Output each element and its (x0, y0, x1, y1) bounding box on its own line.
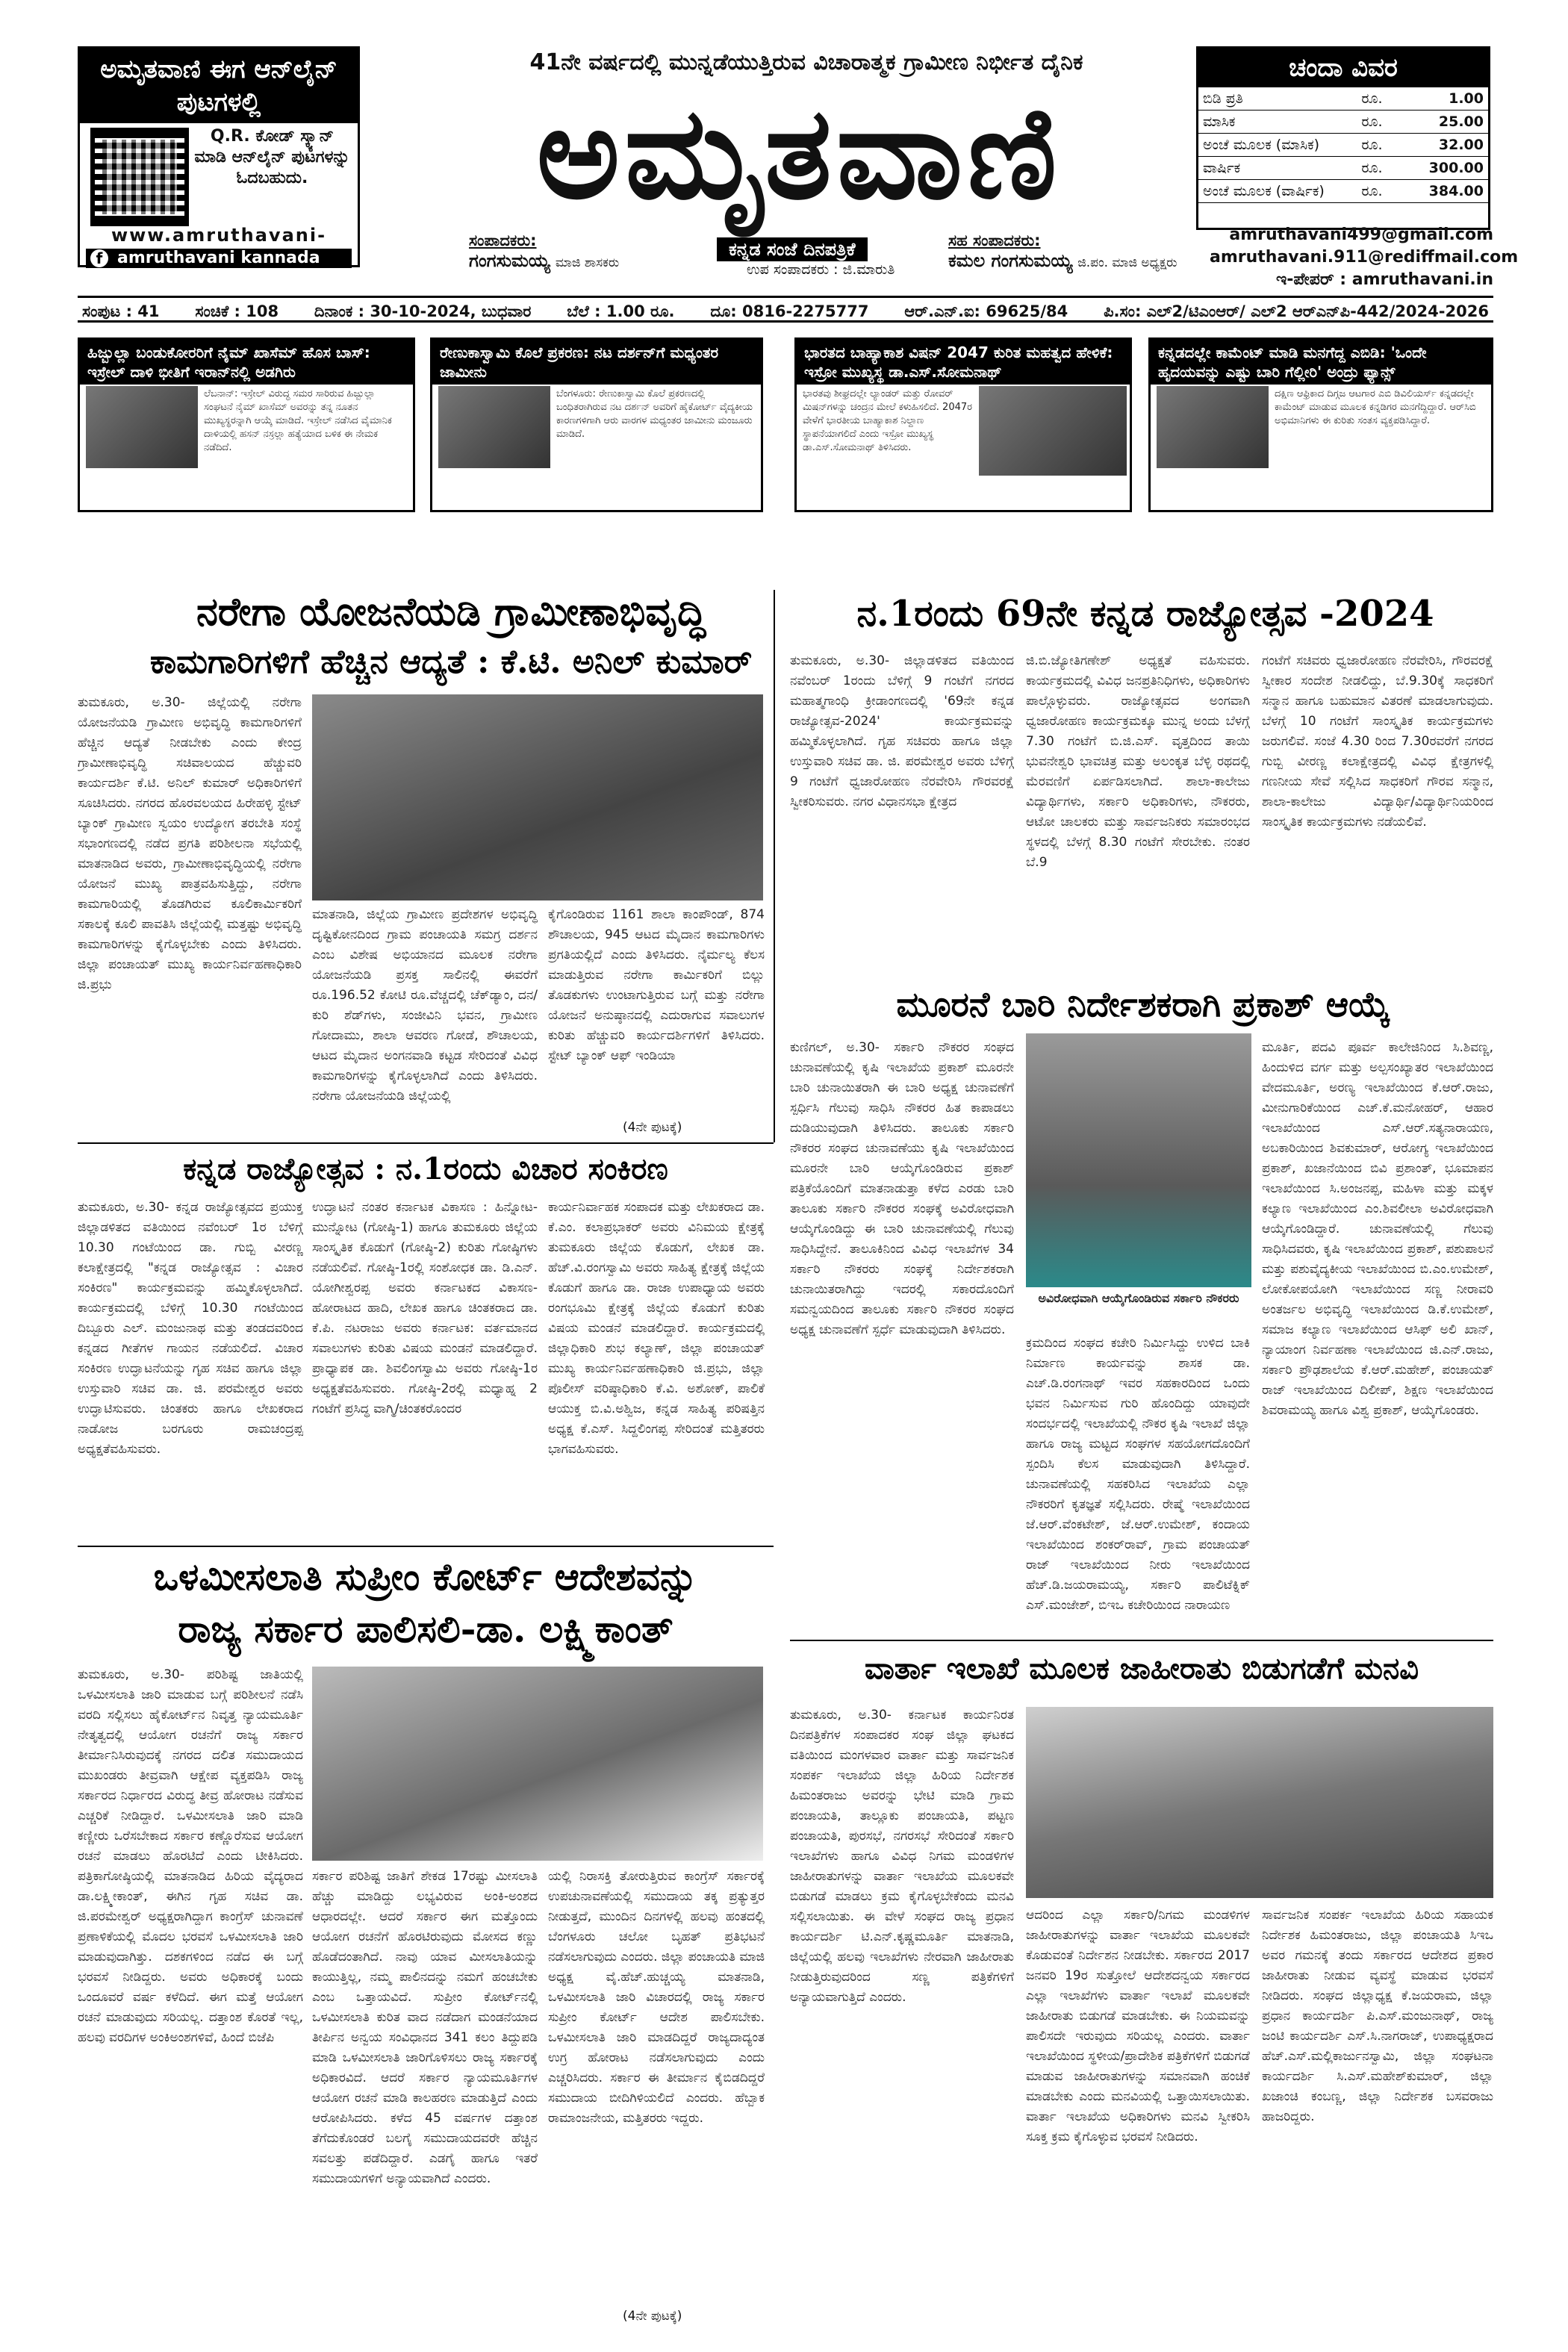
prakash-col1: ಕುಣಿಗಲ್, ಅ.30- ಸರ್ಕಾರಿ ನೌಕರರ ಸಂಘದ ಚುನಾವಣೆಯಲ್ಲಿ ಕೃಷಿ ಇಲಾಖೆಯ ಪ್ರಕಾಶ್ ಮೂರನೇ ಬಾರಿ ಚುನಾಯಿತರಾಗಿ ಈ ಬಾರಿ ಅಧ್ಯಕ್ಷ ಚುನಾವಣೆಗೆ ಸ್ಪರ್ಧಿಸಿ ಗೆಲುವು ಸಾಧಿಸಿ ನೌಕರರ ಹಿತ ಕಾಪಾಡಲು ದುಡಿಯುವುದಾಗಿ ತಿಳಿಸಿದರು. ತಾಲೂಕು ಸರ್ಕಾರಿ ನೌಕರರ ಸಂಘದ ಚುನಾವಣೆಯು ಕೃಷಿ ಇಲಾಖೆಯಿಂದ ಮೂರನೇ ಬಾರಿ ಆಯ್ಕೆಗೊಂಡಿರುವ ಪ್ರಕಾಶ್ ಪತ್ರಿಕೆಯೊಂದಿಗೆ ಮಾತನಾಡುತ್ತಾ ಕಳೆದ ಎರಡು ಬಾರಿ ತಾಲೂಕು ಸರ್ಕಾರಿ ನೌಕರರ ಸಂಘಕ್ಕೆ ಅವಿರೋಧವಾಗಿ ಆಯ್ಕೆಗೊಂಡಿದ್ದು ಈ ಬಾರಿ ಚುನಾವಣೆಯಲ್ಲಿ ಗೆಲುವು ಸಾಧಿಸಿದ್ದೇನೆ. ತಾಲೂಕಿನಿಂದ ವಿವಿಧ ಇಲಾಖೆಗಳ 34 ಸರ್ಕಾರಿ ನೌಕರರು ಸಂಘಕ್ಕೆ ನಿರ್ದೇಶಕರಾಗಿ ಚುನಾಯಿತರಾಗಿದ್ದು ಇದರಲ್ಲಿ ಸಕಾರದೊಂದಿಗೆ ಸಮನ್ವಯದಿಂದ ತಾಲೂಕು ಸರ್ಕಾರಿ ನೌಕರರ ಸಂಘದ ಅಧ್ಯಕ್ಷ ಚುನಾವಣೆಗೆ ಸ್ಪರ್ಧೆ ಮಾಡುವುದಾಗಿ ತಿಳಿಸಿದರು. (790, 1040, 1014, 1337)
subscription-value: 1.00 (1410, 87, 1488, 111)
appeal-col3: ಸಾರ್ವಜನಿಕ ಸಂಪರ್ಕ ಇಲಾಖೆಯ ಹಿರಿಯ ಸಹಾಯಕ ನಿರ್ದೇಶಕ ಹಿಮಂತರಾಜು, ಜಿಲ್ಲಾ ಪಂಚಾಯತಿ ಸಿಇಒ ಅವರ ಗಮನಕ್ಕೆ ತಂದು ಸರ್ಕಾರದ ಆದೇಶದ ಪ್ರಕಾರ ಜಾಹೀರಾತು ನೀಡುವ ವ್ಯವಸ್ಥೆ ಮಾಡುವ ಭರವಸೆ ನೀಡಿದರು. ಸಂಘದ ಜಿಲ್ಲಾಧ್ಯಕ್ಷ ಕೆ.ಜಯರಾಮ, ಜಿಲ್ಲಾ ಪ್ರಧಾನ ಕಾರ್ಯದರ್ಶಿ ಪಿ.ಎಸ್.ಮಂಜುನಾಥ್, ರಾಜ್ಯ ಜಂಟಿ ಕಾರ್ಯದರ್ಶಿ ಎಸ್.ಸಿ.ನಾಗರಾಜ್, ಉಪಾಧ್ಯಕ್ಷರಾದ ಹೆಚ್.ಎಸ್.ಮಲ್ಲಿಕಾರ್ಜುನಸ್ವಾಮಿ, ಜಿಲ್ಲಾ ಸಂಘಟನಾ ಕಾರ್ಯದರ್ಶಿ ಸಿ.ಎಸ್.ಮಹೇಶ್‌ಕುಮಾರ್, ಜಿಲ್ಲಾ ಖಜಾಂಚಿ ಕಂಬಣ್ಣ, ಜಿಲ್ಲಾ ನಿರ್ದೇಶಕ ಬಸವರಾಜು ಹಾಜರಿದ್ದರು. (1262, 1908, 1493, 2124)
coeditor-name: ಕಮಲ ಗಂಗಸುಮಯ್ಯ (948, 250, 1073, 271)
nrega-caption: ಮಾತನಾಡಿ, ಜಿಲ್ಲೆಯ ಗ್ರಾಮೀಣ ಪ್ರದೇಶಗಳ ಅಭಿವೃದ್ಧಿ ದೃಷ್ಟಿಕೋನದಿಂದ ಗ್ರಾಮ ಪಂಚಾಯತಿ ಸಮಗ್ರ ದರ್ಶನ ಎಂಬ ವಿಶೇಷ ಅಭಿಯಾನದ ಮೂಲಕ ನರೇಗಾ ಯೋಜನೆಯಡಿ ಪ್ರಸಕ್ತ ಸಾಲಿನಲ್ಲಿ ಈವರೆಗೆ ರೂ.196.52 ಕೋಟಿ ರೂ.ವೆಚ್ಚದಲ್ಲಿ ಚೆಕ್‌ಡ್ಯಾಂ, ದನ/ಕುರಿ ಶೆಡ್‌ಗಳು, ಸಂಜೀವಿನಿ ಭವನ, ಗ್ರಾಮೀಣ ಗೋದಾಮು, ಶಾಲಾ ಆವರಣ ಗೋಡೆ, ಶೌಚಾಲಯ, ಆಟದ ಮೈದಾನ ಅಂಗನವಾಡಿ ಕಟ್ಟಡ ಸೇರಿದಂತೆ ವಿವಿಧ ಕಾಮಗಾರಿಗಳನ್ನು ಕೈಗೊಳ್ಳಲಾಗಿದೆ ಎಂದು ತಿಳಿಸಿದರು. ನರೇಗಾ ಯೋಜನೆಯಡಿ ಜಿಲ್ಲೆಯಲ್ಲಿ (312, 907, 538, 1104)
subscription-label: ಬಿಡಿ ಪ್ರತಿ (1198, 87, 1357, 111)
subscription-row (1198, 134, 1488, 157)
seminar-col3: ಕಾರ್ಯನಿರ್ವಾಹಕ ಸಂಪಾದಕ ಮತ್ತು ಲೇಖಕರಾದ ಡಾ. ಕೆ.ಎಂ. ಕಲಾಪ್ರಭಾಕರ್ ಅವರು ವಿನಿಮಯ ಕ್ಷೇತ್ರಕ್ಕೆ ತುಮಕೂರು ಜಿಲ್ಲೆಯ ಕೊಡುಗೆ, ಲೇಖಕ ಡಾ. ಹೆಚ್.ವಿ.ರಂಗಸ್ವಾಮಿ ಅವರು ಸಾಹಿತ್ಯ ಕ್ಷೇತ್ರಕ್ಕೆ ಜಿಲ್ಲೆಯ ಕೊಡುಗೆ ಹಾಗೂ ಡಾ. ರಾಜಾ ಉಪಾಧ್ಯಾಯ ಅವರು ರಂಗಭೂಮಿ ಕ್ಷೇತ್ರಕ್ಕೆ ಜಿಲ್ಲೆಯ ಕೊಡುಗೆ ಕುರಿತು ವಿಷಯ ಮಂಡನೆ ಮಾಡಲಿದ್ದಾರೆ. ಕಾರ್ಯಕ್ರಮದಲ್ಲಿ ಜಿಲ್ಲಾಧಿಕಾರಿ ಶುಭ ಕಲ್ಯಾಣ್, ಜಿಲ್ಲಾ ಪಂಚಾಯತ್ ಮುಖ್ಯ ಕಾರ್ಯನಿರ್ವಹಣಾಧಿಕಾರಿ ಜಿ.ಪ್ರಭು, ಜಿಲ್ಲಾ ಪೊಲೀಸ್ ವರಿಷ್ಠಾಧಿಕಾರಿ ಕೆ.ವಿ. ಅಶೋಕ್, ಪಾಲಿಕೆ ಆಯುಕ್ತ ಬಿ.ವಿ.ಅಶ್ವಿಜ, ಕನ್ನಡ ಸಾಹಿತ್ಯ ಪರಿಷತ್ತಿನ ಅಧ್ಯಕ್ಷ ಕೆ.ಎಸ್. ಸಿದ್ದಲಿಂಗಪ್ಪ ಸೇರಿದಂತೆ ಮತ್ತಿತರರು ಭಾಗವಹಿಸುವರು. (548, 1200, 765, 1457)
rajyotsava-headline: ನ.1ರಂದು 69ನೇ ಕನ್ನಡ ರಾಜ್ಯೋತ್ಸವ -2024 (856, 593, 1434, 635)
appeal-col2: ಆದರಿಂದ ಎಲ್ಲಾ ಸರ್ಕಾರಿ/ನಿಗಮ ಮಂಡಳಿಗಳ ಜಾಹೀರಾತುಗಳನ್ನು ವಾರ್ತಾ ಇಲಾಖೆಯ ಮೂಲಕವೇ ಕೊಡುವಂತೆ ನಿರ್ದೇಶನ ನೀಡಬೇಕು. ಸರ್ಕಾರದ 2017 ಜನವರಿ 19ರ ಸುತ್ತೋಲೆ ಆದೇಶದನ್ವಯ ಸರ್ಕಾರದ ಎಲ್ಲಾ ಇಲಾಖೆಗಳು ವಾರ್ತಾ ಇಲಾಖೆ ಮೂಲಕವೇ ಜಾಹೀರಾತು ಬಿಡುಗಡೆ ಮಾಡಬೇಕು. ಈ ನಿಯಮವನ್ನು ಪಾಲಿಸದೇ ಇರುವುದು ಸರಿಯಲ್ಲ ಎಂದರು. ವಾರ್ತಾ ಇಲಾಖೆಯಿಂದ ಸ್ಥಳೀಯ/ಪ್ರಾದೇಶಿಕ ಪತ್ರಿಕೆಗಳಿಗೆ ಬಿಡುಗಡೆ ಮಾಡುವ ಜಾಹೀರಾತುಗಳನ್ನು ಸಮಾನವಾಗಿ ಹಂಚಿಕೆ ಮಾಡಬೇಕು ಎಂದು ಮನವಿಯಲ್ಲಿ ಒತ್ತಾಯಿಸಲಾಯಿತು. ವಾರ್ತಾ ಇಲಾಖೆಯ ಅಧಿಕಾರಿಗಳು ಮನವಿ ಸ್ವೀಕರಿಸಿ ಸೂಕ್ತ ಕ್ರಮ ಕೈಗೊಳ್ಳುವ ಭರವಸೆ ನೀಡಿದರು. (1026, 1908, 1250, 2144)
deputy-editor: ಉಪ ಸಂಪಾದಕರು : ಜಿ.ಮಾರುತಿ (747, 261, 895, 278)
newspaper-title: ಅಮೃತವಾಣಿ (536, 78, 1062, 228)
reservation-subheadline: ರಾಜ್ಯ ಸರ್ಕಾರ ಪಾಲಿಸಲಿ-ಡಾ. ಲಕ್ಷ್ಮಿಕಾಂತ್ (178, 1607, 673, 1651)
subscription-value: 384.00 (1410, 180, 1488, 203)
teaser-photo (438, 386, 550, 468)
reservation-continued: (4ನೇ ಪುಟಕ್ಕೆ) (623, 2309, 682, 2324)
online-promo-box (78, 46, 360, 267)
nrega-continued: (4ನೇ ಪುಟಕ್ಕೆ) (623, 1120, 682, 1135)
teaser-text: ಲೆಬನಾನ್: ಇಸ್ರೇಲ್ ವಿರುದ್ಧ ಸಮರ ಸಾರಿರುವ ಹಿಜ್ಬುಲ್ಲಾ ಸಂಘಟನೆ ನೈಮ್ ಖಾಸೆಮ್ ಅವರನ್ನು ತನ್ನ ನೂತನ ಮುಖ್ಯಸ್ಥರನ್ನಾಗಿ ಆಯ್ಕೆ ಮಾಡಿದೆ. ಇಸ್ರೇಲ್ ನಡೆಸಿದ ವೈಮಾನಿಕ ದಾಳಿಯಲ್ಲಿ ಹಸನ್ ನಸ್ರಲ್ಲಾ ಹತ್ಯೆಯಾದ ಬಳಿಕ ಈ ನೇಮಕ ನಡೆದಿದೆ. (204, 388, 392, 453)
editor-name: ಗಂಗಸುಮಯ್ಯ (469, 250, 550, 271)
reservation-headline: ಒಳಮೀಸಲಾತಿ ಸುಪ್ರೀಂ ಕೋರ್ಟ್ ಆದೇಶವನ್ನು (153, 1555, 698, 1599)
facebook-icon: f (90, 249, 108, 267)
teaser-box[interactable] (430, 337, 763, 512)
promo-heading: ಅಮೃತವಾಣಿ ಈಗ ಆನ್‌ಲೈನ್ ಪುಟಗಳಲ್ಲಿ (80, 49, 358, 123)
nrega-subheadline: ಕಾಮಗಾರಿಗಳಿಗೆ ಹೆಚ್ಚಿನ ಆದ್ಯತೆ : ಕೆ.ಟಿ. ಅನಿಲ್ ಕುಮಾರ್ (149, 643, 753, 681)
paper-type-badge: ಕನ್ನಡ ಸಂಜೆ ದಿನಪತ್ರಿಕೆ (717, 237, 868, 261)
prakash-photo (1026, 1033, 1251, 1287)
editor-block (469, 231, 619, 271)
subscription-label: ಅಂಚೆ ಮೂಲಕ (ವಾರ್ಷಿಕ) (1198, 180, 1357, 203)
subscription-box (1196, 46, 1490, 230)
rajyotsava-col2: ಜಿ.ಬಿ.ಜ್ಯೋತಿಗಣೇಶ್ ಅಧ್ಯಕ್ಷತೆ ವಹಿಸುವರು. ಕಾರ್ಯಕ್ರಮದಲ್ಲಿ ವಿವಿಧ ಜನಪ್ರತಿನಿಧಿಗಳು, ಅಧಿಕಾರಿಗಳು ಪಾಲ್ಗೊಳ್ಳುವರು. ರಾಜ್ಯೋತ್ಸವದ ಅಂಗವಾಗಿ ಧ್ವಜಾರೋಹಣ ಕಾರ್ಯಕ್ರಮಕ್ಕೂ ಮುನ್ನ ಅಂದು ಬೆಳಗ್ಗೆ 7.30 ಗಂಟೆಗೆ ಬಿ.ಜಿ.ಎಸ್. ವೃತ್ತದಿಂದ ತಾಯಿ ಭುವನೇಶ್ವರಿ ಭಾವಚಿತ್ರ ಮತ್ತು ಅಲಂಕೃತ ಬೆಳ್ಳಿ ರಥದಲ್ಲಿ ಮೆರವಣಿಗೆ ಏರ್ಪಡಿಸಲಾಗಿದೆ. ಶಾಲಾ-ಕಾಲೇಜು ವಿದ್ಯಾರ್ಥಿಗಳು, ಸರ್ಕಾರಿ ಅಧಿಕಾರಿಗಳು, ನೌಕರರು, ಆಟೋ ಚಾಲಕರು ಮತ್ತು ಸಾರ್ವಜನಿಕರು ಸಮಾರಂಭದ ಸ್ಥಳದಲ್ಲಿ ಬೆಳಗ್ಗೆ 8.30 ಗಂಟೆಗೆ ಸೇರಬೇಕು. ನಂತರ ಬೆ.9 (1026, 653, 1250, 870)
teaser-text: ಭಾರತವು ಶೀಘ್ರದಲ್ಲೇ ಲ್ಯಾಂಡರ್ ಮತ್ತು ರೋವರ್ ಮಿಷನ್‌ಗಳನ್ನು ಚಂದ್ರನ ಮೇಲೆ ಕಳುಹಿಸಲಿದೆ. 2047ರ ವೇಳೆಗೆ ಭಾರತೀಯ ಬಾಹ್ಯಾಕಾಶ ನಿಲ್ದಾಣ ಸ್ಥಾಪನೆಯಾಗಲಿದೆ ಎಂದು ಇಸ್ರೋ ಮುಖ್ಯಸ್ಥ ಡಾ.ಎಸ್.ಸೋಮನಾಥ್ ತಿಳಿಸಿದರು. (803, 388, 973, 453)
postal-reg: ಪಿ.ಸಂ: ಎಲ್2/ಟಿಎಂಆರ್/ ಎಲ್2 ಆರ್‌ಎನ್‌ಪಿ-442/2024-2026 (1104, 302, 1489, 320)
prakash-headline: ಮೂರನೆ ಬಾರಿ ನಿರ್ದೇಶಕರಾಗಿ ಪ್ರಕಾಶ್ ಆಯ್ಕೆ (896, 984, 1390, 1024)
epaper-link[interactable]: ಇ-ಪೇಪರ್ : amruthavani.in (1276, 270, 1493, 289)
subscription-table (1198, 87, 1488, 203)
teaser-photo (979, 386, 1127, 476)
subscription-currency: ರೂ. (1357, 134, 1410, 157)
subscription-currency: ರೂ. (1357, 87, 1410, 111)
promo-text: Q.R. ಕೋಡ್ ಸ್ಕ್ಯಾನ್ ಮಾಡಿ ಆನ್‌ಲೈನ್ ಪುಟಗಳನ್ನು ಓದಬಹುದು. (194, 127, 350, 187)
email-secondary[interactable]: amruthavani.911@rediffmail.com (1210, 248, 1519, 267)
volume: ಸಂಪುಟ : 41 (82, 302, 160, 320)
subscription-currency: ರೂ. (1357, 180, 1410, 203)
section-divider (790, 1640, 1493, 1641)
prakash-col2: ಕ್ರಮದಿಂದ ಸಂಘದ ಕಚೇರಿ ನಿರ್ಮಿಸಿದ್ದು ಉಳಿದ ಬಾಕಿ ನಿರ್ಮಾಣ ಕಾರ್ಯವನ್ನು ಶಾಸಕ ಡಾ. ಎಚ್.ಡಿ.ರಂಗನಾಥ್ ಇವರ ಸಹಕಾರದಿಂದ ಒಂದು ಭವನ ನಿರ್ಮಿಸುವ ಗುರಿ ಹೊಂದಿದ್ದು ಯಾವುದೇ ಸಂದರ್ಭದಲ್ಲಿ ಇಲಾಖೆಯಲ್ಲಿ ನೌಕರ ಕೃಷಿ ಇಲಾಖೆ ಜಿಲ್ಲಾ ಹಾಗೂ ರಾಜ್ಯ ಮಟ್ಟದ ಸಂಘಗಳ ಸಹಯೋಗದೊಂದಿಗೆ ಸ್ಪಂದಿಸಿ ಕೆಲಸ ಮಾಡುವುದಾಗಿ ತಿಳಿಸಿದ್ದಾರೆ. ಚುನಾವಣೆಯಲ್ಲಿ ಸಹಕರಿಸಿದ ಇಲಾಖೆಯ ಎಲ್ಲಾ ನೌಕರರಿಗೆ ಕೃತಜ್ಞತೆ ಸಲ್ಲಿಸಿದರು. ರೇಷ್ಮೆ ಇಲಾಖೆಯಿಂದ ಜೆ.ಆರ್.ವೆಂಕಟೇಶ್, ಜೆ.ಆರ್.ಉಮೇಶ್, ಕಂದಾಯ ಇಲಾಖೆಯಿಂದ ಶಂಕರ್‌ರಾವ್, ಗ್ರಾಮ ಪಂಚಾಯತ್ ರಾಜ್ ಇಲಾಖೆಯಿಂದ ನೀರು ಇಲಾಖೆಯಿಂದ ಹೆಚ್.ಡಿ.ಜಯರಾಮಯ್ಯ, ಸರ್ಕಾರಿ ಪಾಲಿಟೆಕ್ನಿಕ್ ಎಸ್.ಮಂಜೇಶ್, ಬಿಇಒ ಕಚೇರಿಯಿಂದ ನಾರಾಯಣ (1026, 1336, 1250, 1613)
subscription-row (1198, 157, 1488, 180)
coeditor-block (948, 231, 1177, 271)
issue-date: ದಿನಾಂಕ : 30-10-2024, ಬುಧವಾರ (314, 302, 532, 320)
subscription-value: 300.00 (1410, 157, 1488, 180)
coeditor-note: ಜಿ.ಪಂ. ಮಾಜಿ ಅಧ್ಯಕ್ಷರು (1077, 255, 1177, 270)
rajyotsava-col3: ಗಂಟೆಗೆ ಸಚಿವರು ಧ್ವಜಾರೋಹಣ ನೆರವೇರಿಸಿ, ಗೌರವರಕ್ಷೆ ಸ್ವೀಕಾರ ಸಂದೇಶ ನೀಡಲಿದ್ದು, ಬೆ.9.30ಕ್ಕೆ ಸಾಧಕರಿಗೆ ಸನ್ಮಾನ ಹಾಗೂ ಬಹುಮಾನ ವಿತರಣೆ ಮಾಡಲಾಗುವುದು. ಬೆಳಗ್ಗೆ 10 ಗಂಟೆಗೆ ಸಾಂಸ್ಕೃತಿಕ ಕಾರ್ಯಕ್ರಮಗಳು ಜರುಗಲಿವೆ. ಸಂಜೆ 4.30 ರಿಂದ 7.30ರವರೆಗೆ ನಗರದ ಗುಬ್ಬಿ ವೀರಣ್ಣ ಕಲಾಕ್ಷೇತ್ರದಲ್ಲಿ ವಿವಿಧ ಕ್ಷೇತ್ರಗಳಲ್ಲಿ ಗಣನೀಯ ಸೇವೆ ಸಲ್ಲಿಸಿದ ಸಾಧಕರಿಗೆ ಗೌರವ ಸನ್ಮಾನ, ಶಾಲಾ-ಕಾಲೇಜು ವಿದ್ಯಾರ್ಥಿ/ವಿದ್ಯಾರ್ಥಿನಿಯರಿಂದ ಸಾಂಸ್ಕೃತಿಕ ಕಾರ್ಯಕ್ರಮಗಳು ನಡೆಯಲಿವೆ. (1262, 653, 1493, 830)
teaser-box[interactable] (1148, 337, 1493, 512)
subscription-label: ಮಾಸಿಕ (1198, 111, 1357, 134)
seminar-col2: ಉದ್ಘಾಟನೆ ನಂತರ ಕರ್ನಾಟಕ ವಿಕಾಸಣ : ಹಿನ್ನೋಟ-ಮುನ್ನೋಟ (ಗೋಷ್ಠಿ-1) ಹಾಗೂ ತುಮಕೂರು ಜಿಲ್ಲೆಯ ಸಾಂಸ್ಕೃತಿಕ ಕೊಡುಗೆ (ಗೋಷ್ಠಿ-2) ಕುರಿತು ಗೋಷ್ಠಿಗಳು ನಡೆಯಲಿವೆ. ಗೋಷ್ಠಿ-1ರಲ್ಲಿ ಸಂಶೋಧಕ ಡಾ. ಡಿ.ಎನ್. ಯೋಗೀಶ್ವರಪ್ಪ ಅವರು ಕರ್ನಾಟಕದ ವಿಕಾಸಣ-ಹೋರಾಟದ ಹಾದಿ, ಲೇಖಕ ಹಾಗೂ ಚಿಂತಕರಾದ ಡಾ. ಕೆ.ಪಿ. ನಟರಾಜು ಅವರು ಕರ್ನಾಟಕ: ವರ್ತಮಾನದ ಸವಾಲುಗಳು ಕುರಿತು ವಿಷಯ ಮಂಡನೆ ಮಾಡಲಿದ್ದಾರೆ. ಪ್ರಾಧ್ಯಾಪಕ ಡಾ. ಶಿವಲಿಂಗಸ್ವಾಮಿ ಅವರು ಗೋಷ್ಠಿ-1ರ ಅಧ್ಯಕ್ಷತೆವಹಿಸುವರು. ಗೋಷ್ಠಿ-2ರಲ್ಲಿ ಮಧ್ಯಾಹ್ನ 2 ಗಂಟೆಗೆ ಪ್ರಸಿದ್ಧ ವಾಗ್ಮಿ/ಚಿಂತಕರೊಂದರ (312, 1200, 538, 1416)
subscription-label: ಅಂಚೆ ಮೂಲಕ (ಮಾಸಿಕ) (1198, 134, 1357, 157)
phone: ದೂ: 0816-2275777 (710, 302, 869, 320)
masthead-tagline: 41ನೇ ವರ್ಷದಲ್ಲಿ ಮುನ್ನಡೆಯುತ್ತಿರುವ ವಿಚಾರಾತ್ಮಕ ಗ್ರಾಮೀಣ ನಿರ್ಭೀತ ದೈನಿಕ (529, 49, 1083, 75)
teaser-headline: ರೇಣುಕಾಸ್ವಾಮಿ ಕೊಲೆ ಪ್ರಕರಣ: ನಟ ದರ್ಶನ್‌ಗೆ ಮಧ್ಯಂತರ ಜಾಮೀನು (432, 340, 761, 385)
reservation-col1: ತುಮಕೂರು, ಅ.30- ಪರಿಶಿಷ್ಟ ಜಾತಿಯಲ್ಲಿ ಒಳಮೀಸಲಾತಿ ಜಾರಿ ಮಾಡುವ ಬಗ್ಗೆ ಪರಿಶೀಲನೆ ನಡೆಸಿ ವರದಿ ಸಲ್ಲಿಸಲು ಹೈಕೋರ್ಟ್‌ನ ನಿವೃತ್ತ ನ್ಯಾಯಮೂರ್ತಿ ನೇತೃತ್ವದಲ್ಲಿ ಆಯೋಗ ರಚನೆಗೆ ರಾಜ್ಯ ಸರ್ಕಾರ ತೀರ್ಮಾನಿಸಿರುವುದಕ್ಕೆ ನಗರದ ದಲಿತ ಸಮುದಾಯದ ಮುಖಂಡರು ತೀವ್ರವಾಗಿ ಆಕ್ಷೇಪ ವ್ಯಕ್ತಪಡಿಸಿ ರಾಜ್ಯ ಸರ್ಕಾರದ ನಿರ್ಧಾರದ ವಿರುದ್ಧ ತೀವ್ರ ಹೋರಾಟ ನಡೆಸುವ ಎಚ್ಚರಿಕೆ ನೀಡಿದ್ದಾರೆ. ಒಳಮೀಸಲಾತಿ ಜಾರಿ ಮಾಡಿ ಕಣ್ಣೀರು ಒರೆಸಬೇಕಾದ ಸರ್ಕಾರ ಕಣ್ಣೊರೆಸುವ ಆಯೋಗ ರಚನೆ ಮಾಡಲು ಹೊರಟಿದೆ ಎಂದು ಟೀಕಿಸಿದರು. ಪತ್ರಿಕಾಗೋಷ್ಠಿಯಲ್ಲಿ ಮಾತನಾಡಿದ ಹಿರಿಯ ವೈದ್ಯರಾದ ಡಾ.ಲಕ್ಷ್ಮೀಕಾಂತ್, ಈಗಿನ ಗೃಹ ಸಚಿವ ಡಾ. ಜಿ.ಪರಮೇಶ್ವರ್ ಅಧ್ಯಕ್ಷರಾಗಿದ್ದಾಗ ಕಾಂಗ್ರೆಸ್ ಚುನಾವಣೆ ಪ್ರಣಾಳಿಕೆಯಲ್ಲಿ ಮೊದಲ ಭರವಸೆ ಒಳಮೀಸಲಾತಿ ಜಾರಿ ಮಾಡುವುದಾಗಿತ್ತು. ದಶಕಗಳಿಂದ ನಡೆದ ಈ ಬಗ್ಗೆ ಭರವಸೆ ನೀಡಿದ್ದರು. ಅವರು ಅಧಿಕಾರಕ್ಕೆ ಬಂದು ಒಂದೂವರೆ ವರ್ಷ ಕಳೆದಿದೆ. ಈಗ ಮತ್ತೆ ಆಯೋಗ ರಚನೆ ಮಾಡುವುದು ಸರಿಯಲ್ಲ. ದತ್ತಾಂಶ ಕೊರತೆ ಇಲ್ಲ, ಹಲವು ವರದಿಗಳ ಅಂಕಿಅಂಶಗಳಿವೆ, ಹಿಂದೆ ಬಿಜೆಪಿ (78, 1667, 303, 2045)
subscription-label: ವಾರ್ಷಿಕ (1198, 157, 1357, 180)
subscription-value: 25.00 (1410, 111, 1488, 134)
editor-note: ಮಾಜಿ ಶಾಸಕರು (555, 255, 620, 270)
subscription-row (1198, 87, 1488, 111)
seminar-headline: ಕನ್ನಡ ರಾಜ್ಯೋತ್ಸವ : ನ.1ರಂದು ವಿಚಾರ ಸಂಕಿರಣ (183, 1151, 668, 1186)
appeal-headline: ವಾರ್ತಾ ಇಲಾಖೆ ಮೂಲಕ ಜಾಹೀರಾತು ಬಿಡುಗಡೆಗೆ ಮನವಿ (864, 1651, 1419, 1686)
section-divider (78, 1546, 774, 1547)
teaser-text: ದಕ್ಷಿಣ ಆಫ್ರಿಕಾದ ದಿಗ್ಗಜ ಆಟಗಾರ ಎಬಿ ಡಿವಿಲಿಯರ್ಸ್ ಕನ್ನಡದಲ್ಲೇ ಕಾಮೆಂಟ್ ಮಾಡುವ ಮೂಲಕ ಕನ್ನಡಿಗರ ಮನಗೆದ್ದಿದ್ದಾರೆ. ಆರ್‌ಸಿಬಿ ಅಭಿಮಾನಿಗಳು ಈ ಕುರಿತು ಸಂತಸ ವ್ಯಕ್ತಪಡಿಸಿದ್ದಾರೆ. (1275, 388, 1476, 426)
column-divider (774, 590, 775, 1142)
subscription-value: 32.00 (1410, 134, 1488, 157)
appeal-photo (1026, 1707, 1493, 1898)
nrega-col3: ಕೈಗೊಂಡಿರುವ 1161 ಶಾಲಾ ಕಾಂಪೌಂಡ್, 874 ಶೌಚಾಲಯ, 945 ಆಟದ ಮೈದಾನ ಕಾಮಗಾರಿಗಳು ಪ್ರಗತಿಯಲ್ಲಿದೆ ಎಂದು ತಿಳಿಸಿದರು. ನೈರ್ಮಲ್ಯ ಕೆಲಸ ಮಾಡುತ್ತಿರುವ ನರೇಗಾ ಕಾರ್ಮಿಕರಿಗೆ ಬಿಲ್ಲು ತೊಡಕುಗಳು ಉಂಟಾಗುತ್ತಿರುವ ಬಗ್ಗೆ ಮತ್ತು ನರೇಗಾ ಯೋಜನೆ ಅನುಷ್ಠಾನದಲ್ಲಿ ಎದುರಾಗುವ ಸವಾಲುಗಳ ಕುರಿತು ಹೆಚ್ಚುವರಿ ಕಾರ್ಯದರ್ಶಿಗಳಿಗೆ ತಿಳಿಸಿದರು. ಸ್ಟೇಟ್ ಬ್ಯಾಂಕ್ ಆಫ್ ಇಂಡಿಯಾ (548, 907, 765, 1063)
subscription-row (1198, 180, 1488, 203)
nrega-col1: ತುಮಕೂರು, ಅ.30- ಜಿಲ್ಲೆಯಲ್ಲಿ ನರೇಗಾ ಯೋಜನೆಯಡಿ ಗ್ರಾಮೀಣ ಅಭಿವೃದ್ಧಿ ಕಾಮಗಾರಿಗಳಿಗೆ ಹೆಚ್ಚಿನ ಆದ್ಯತೆ ನೀಡಬೇಕು ಎಂದು ಕೇಂದ್ರ ಗ್ರಾಮೀಣಾಭಿವೃದ್ಧಿ ಸಚಿವಾಲಯದ ಹೆಚ್ಚುವರಿ ಕಾರ್ಯದರ್ಶಿ ಕೆ.ಟಿ. ಅನಿಲ್ ಕುಮಾರ್ ಅಧಿಕಾರಿಗಳಿಗೆ ಸೂಚಿಸಿದರು. ನಗರದ ಹೊರವಲಯದ ಹಿರೇಹಳ್ಳಿ ಸ್ಟೇಟ್ ಬ್ಯಾಂಕ್ ಗ್ರಾಮೀಣ ಸ್ವಯಂ ಉದ್ಯೋಗ ತರಬೇತಿ ಸಂಸ್ಥೆ ಸಭಾಂಗಣದಲ್ಲಿ ನಡೆದ ಪ್ರಗತಿ ಪರಿಶೀಲನಾ ಸಭೆಯಲ್ಲಿ ಮಾತನಾಡಿದ ಅವರು, ಗ್ರಾಮೀಣಾಭಿವೃದ್ಧಿಯಲ್ಲಿ ನರೇಗಾ ಯೋಜನೆ ಮುಖ್ಯ ಪಾತ್ರವಹಿಸುತ್ತಿದ್ದು, ನರೇಗಾ ಕಾಮಗಾರಿಯಲ್ಲಿ ತೊಡಗಿರುವ ಕೂಲಿಕಾರ್ಮಿಕರಿಗೆ ಸಕಾಲಕ್ಕೆ ಕೂಲಿ ಪಾವತಿಸಿ ಜಿಲ್ಲೆಯಲ್ಲಿ ಮತ್ತಷ್ಟು ಅಭಿವೃದ್ಧಿ ಕಾಮಗಾರಿಗಳನ್ನು ಕೈಗೊಳ್ಳಬೇಕು ಎಂದು ತಿಳಿಸಿದರು. ಜಿಲ್ಲಾ ಪಂಚಾಯತ್ ಮುಖ್ಯ ಕಾರ್ಯನಿರ್ವಹಣಾಧಿಕಾರಿ ಜಿ.ಪ್ರಭು (78, 695, 302, 992)
teaser-text: ಬೆಂಗಳೂರು: ರೇಣುಕಾಸ್ವಾಮಿ ಕೊಲೆ ಪ್ರಕರಣದಲ್ಲಿ ಬಂಧಿತರಾಗಿರುವ ನಟ ದರ್ಶನ್ ಅವರಿಗೆ ಹೈಕೋರ್ಟ್ ವೈದ್ಯಕೀಯ ಕಾರಣಗಳಿಗಾಗಿ ಆರು ವಾರಗಳ ಮಧ್ಯಂತರ ಜಾಮೀನು ಮಂಜೂರು ಮಾಡಿದೆ. (556, 388, 753, 440)
teaser-box[interactable] (78, 337, 415, 512)
teaser-photo (86, 386, 198, 468)
nrega-photo (312, 694, 763, 900)
subscription-heading: ಚಂದಾ ವಿವರ (1198, 49, 1488, 87)
reservation-col2: ಸರ್ಕಾರ ಪರಿಶಿಷ್ಟ ಜಾತಿಗೆ ಶೇಕಡ 17ರಷ್ಟು ಮೀಸಲಾತಿ ಹೆಚ್ಚು ಮಾಡಿದ್ದು ಲಭ್ಯವಿರುವ ಅಂಕಿ-ಅಂಶದ ಆಧಾರದಲ್ಲೇ. ಆದರೆ ಸರ್ಕಾರ ಈಗ ಮತ್ತೊಂದು ಆಯೋಗ ರಚನೆಗೆ ಹೊರಟಿರುವುದು ಮೋಸದ ಕಣ್ಣು ಹೊಡೆದಂತಾಗಿದೆ. ನಾವು ಯಾವ ಮೀಸಲಾತಿಯನ್ನು ಕಾಯುತ್ತಿಲ್ಲ, ನಮ್ಮ ಪಾಲಿನದನ್ನು ನಮಗೆ ಹಂಚಬೇಕು ಎಂಬ ಒತ್ತಾಯವಿದೆ. ಸುಪ್ರೀಂ ಕೋರ್ಟ್‌ನಲ್ಲಿ ಒಳಮೀಸಲಾತಿ ಕುರಿತ ವಾದ ನಡೆದಾಗ ಮಂಡನೆಯಾದ ತೀರ್ಪಿನ ಅನ್ವಯ ಸಂವಿಧಾನದ 341 ಕಲಂ ತಿದ್ದುಪಡಿ ಮಾಡಿ ಒಳಮೀಸಲಾತಿ ಜಾರಿಗೊಳಿಸಲು ರಾಜ್ಯ ಸರ್ಕಾರಕ್ಕೆ ಅಧಿಕಾರವಿದೆ. ಆದರೆ ಸರ್ಕಾರ ನ್ಯಾಯಮೂರ್ತಿಗಳ ಆಯೋಗ ರಚನೆ ಮಾಡಿ ಕಾಲಹರಣ ಮಾಡುತ್ತಿದೆ ಎಂದು ಆರೋಪಿಸಿದರು. ಕಳೆದ 45 ವರ್ಷಗಳ ದತ್ತಾಂಶ ತೆಗೆದುಕೊಂಡರೆ ಬಲಗೈ ಸಮುದಾಯದವರೇ ಹೆಚ್ಚಿನ ಸವಲತ್ತು ಪಡೆದಿದ್ದಾರೆ. ಎಡಗೈ ಹಾಗೂ ಇತರೆ ಸಮುದಾಯಗಳಿಗೆ ಅನ್ಯಾಯವಾಗಿದೆ ಎಂದರು. (312, 1869, 538, 2186)
subscription-row (1198, 111, 1488, 134)
teaser-photo (1157, 386, 1269, 468)
prakash-photo-caption: ಅವಿರೋಧವಾಗಿ ಆಯ್ಕೆಗೊಂಡಿರುವ ಸರ್ಕಾರಿ ನೌಕರರು (1038, 1291, 1239, 1305)
prakash-col3: ಮೂರ್ತಿ, ಪದವಿ ಪೂರ್ವ ಕಾಲೇಜಿನಿಂದ ಸಿ.ಶಿವಣ್ಣ, ಹಿಂದುಳಿದ ವರ್ಗ ಮತ್ತು ಅಲ್ಪಸಂಖ್ಯಾತರ ಇಲಾಖೆಯಿಂದ ವೇದಮೂರ್ತಿ, ಅರಣ್ಯ ಇಲಾಖೆಯಿಂದ ಕೆ.ಆರ್.ರಾಜು, ಮೀನುಗಾರಿಕೆಯಿಂದ ಎಚ್.ಕೆ.ಮನೋಹರ್, ಆಹಾರ ಇಲಾಖೆಯಿಂದ ಎಸ್.ಆರ್.ಸತ್ಯನಾರಾಯಣ, ಅಬಕಾರಿಯಿಂದ ಶಿವಕುಮಾರ್, ಆರೋಗ್ಯ ಇಲಾಖೆಯಿಂದ ಪ್ರಕಾಶ್, ಖಜಾನೆಯಿಂದ ಬಿವಿ ಪ್ರಶಾಂತ್, ಭೂಮಾಪನ ಇಲಾಖೆಯಿಂದ ಸಿ.ಅಂಜನಪ್ಪ, ಮಹಿಳಾ ಮತ್ತು ಮಕ್ಕಳ ಕಲ್ಯಾಣ ಇಲಾಖೆಯಿಂದ ಎಂ.ಶಿವಲೀಲಾ ಅವಿರೋಧವಾಗಿ ಆಯ್ಕೆಗೊಂಡಿದ್ದಾರೆ. ಚುನಾವಣೆಯಲ್ಲಿ ಗೆಲುವು ಸಾಧಿಸಿದವರು, ಕೃಷಿ ಇಲಾಖೆಯಿಂದ ಪ್ರಕಾಶ್, ಪಶುಪಾಲನೆ ಮತ್ತು ಪಶುವೈದ್ಯಕೀಯ ಇಲಾಖೆಯಿಂದ ಬಿ.ಎಂ.ಉಮೇಶ್, ಲೋಕೋಪಯೋಗಿ ಇಲಾಖೆಯಿಂದ ಸಣ್ಣ ನೀರಾವರಿ ಅಂತರ್ಜಲ ಅಭಿವೃದ್ಧಿ ಇಲಾಖೆಯಿಂದ ಡಿ.ಕೆ.ಉಮೇಶ್, ಸಮಾಜ ಕಲ್ಯಾಣ ಇಲಾಖೆಯಿಂದ ಆಸಿಫ್ ಅಲಿ ಖಾನ್, ನ್ಯಾಯಾಂಗ ನಿರ್ವಹಣಾ ಇಲಾಖೆಯಿಂದ ಜಿ.ಎನ್.ರಾಜು, ಸರ್ಕಾರಿ ಪ್ರೌಢಶಾಲೆಯ ಕೆ.ಆರ್.ಮಹೇಶ್, ಪಂಚಾಯತ್ ರಾಜ್ ಇಲಾಖೆಯಿಂದ ದಿಲೀಪ್, ಶಿಕ್ಷಣ ಇಲಾಖೆಯಿಂದ ಶಿವರಾಮಯ್ಯ ಹಾಗೂ ವಿಶ್ವ ಪ್ರಕಾಶ್, ಆಯ್ಕೆಗೊಂಡರು. (1262, 1040, 1493, 1418)
email-primary[interactable]: amruthavani499@gmail.com (1229, 225, 1493, 244)
subscription-currency: ರೂ. (1357, 111, 1410, 134)
rni-number: ಆರ್.ಎನ್.ಐ: 69625/84 (904, 302, 1068, 320)
qr-code-icon[interactable] (90, 128, 189, 226)
reservation-col3: ಯಲ್ಲಿ ನಿರಾಸಕ್ತಿ ತೋರುತ್ತಿರುವ ಕಾಂಗ್ರೆಸ್ ಸರ್ಕಾರಕ್ಕೆ ಉಪಚುನಾವಣೆಯಲ್ಲಿ ಸಮುದಾಯ ತಕ್ಕ ಪ್ರತ್ಯುತ್ತರ ನೀಡುತ್ತದೆ, ಮುಂದಿನ ದಿನಗಳಲ್ಲಿ ಹಲವು ಹಂತದಲ್ಲಿ ಬೆಂಗಳೂರು ಚಲೋ ಬೃಹತ್ ಪ್ರತಿಭಟನೆ ನಡೆಸಲಾಗುವುದು ಎಂದರು. ಜಿಲ್ಲಾ ಪಂಚಾಯತಿ ಮಾಜಿ ಅಧ್ಯಕ್ಷ ವೈ.ಹೆಚ್.ಹುಚ್ಚಯ್ಯ ಮಾತನಾಡಿ, ಒಳಮೀಸಲಾತಿ ಜಾರಿ ವಿಚಾರದಲ್ಲಿ ರಾಜ್ಯ ಸರ್ಕಾರ ಸುಪ್ರೀಂ ಕೋರ್ಟ್ ಆದೇಶ ಪಾಲಿಸಬೇಕು. ಒಳಮೀಸಲಾತಿ ಜಾರಿ ಮಾಡದಿದ್ದರೆ ರಾಜ್ಯದಾದ್ಯಂತ ಉಗ್ರ ಹೋರಾಟ ನಡೆಸಲಾಗುವುದು ಎಂದು ಎಚ್ಚರಿಸಿದರು. ಸರ್ಕಾರ ಈ ತೀರ್ಮಾನ ಕೈಬಿಡದಿದ್ದರೆ ಸಮುದಾಯ ಬೀದಿಗಿಳಿಯಲಿದೆ ಎಂದರು. ಹೆಬ್ಬಾಕ ರಾಮಾಂಜನೇಯ, ಮತ್ತಿತರರು ಇದ್ದರು. (548, 1869, 765, 2126)
seminar-col1: ತುಮಕೂರು, ಅ.30- ಕನ್ನಡ ರಾಜ್ಯೋತ್ಸವದ ಪ್ರಯುಕ್ತ ಜಿಲ್ಲಾಡಳಿತದ ವತಿಯಿಂದ ನವೆಂಬರ್ 1ರ ಬೆಳಿಗ್ಗೆ 10.30 ಗಂಟೆಯಿಂದ ಡಾ. ಗುಬ್ಬಿ ವೀರಣ್ಣ ಕಲಾಕ್ಷೇತ್ರದಲ್ಲಿ "ಕನ್ನಡ ರಾಜ್ಯೋತ್ಸವ : ವಿಚಾರ ಸಂಕಿರಣ" ಕಾರ್ಯಕ್ರಮವನ್ನು ಹಮ್ಮಿಕೊಳ್ಳಲಾಗಿದೆ. ಕಾರ್ಯಕ್ರಮದಲ್ಲಿ ಬೆಳಿಗ್ಗೆ 10.30 ಗಂಟೆಯಿಂದ ದಿಬ್ಬೂರು ಎಲ್. ಮಂಜುನಾಥ ಮತ್ತು ತಂಡದವರಿಂದ ಕನ್ನಡದ ಗೀತೆಗಳ ಗಾಯನ ನಡೆಯಲಿದೆ. ವಿಚಾರ ಸಂಕಿರಣ ಉದ್ಘಾಟನೆಯನ್ನು ಗೃಹ ಸಚಿವ ಹಾಗೂ ಜಿಲ್ಲಾ ಉಸ್ತುವಾರಿ ಸಚಿವ ಡಾ. ಜಿ. ಪರಮೇಶ್ವರ ಅವರು ಉದ್ಘಾಟಿಸುವರು. ಚಿಂತಕರು ಹಾಗೂ ಲೇಖಕರಾದ ನಾಡೋಜ ಬರಗೂರು ರಾಮಚಂದ್ರಪ್ಪ ಅಧ್ಯಕ್ಷತೆವಹಿಸುವರು. (78, 1200, 303, 1457)
teaser-headline: ಕನ್ನಡದಲ್ಲೇ ಕಾಮೆಂಟ್ ಮಾಡಿ ಮನಗೆದ್ದ ಎಬಿಡಿ: 'ಒಂದೇ ಹೃದಯವನ್ನು ಎಷ್ಟು ಬಾರಿ ಗೆಲ್ಲೀರಿ' ಅಂದ್ರು ಫ್ಯಾನ್ಸ್ (1151, 340, 1491, 385)
teaser-headline: ಹಿಜ್ಬುಲ್ಲಾ ಬಂಡುಕೋರರಿಗೆ ನೈಮ್ ಖಾಸೆಮ್ ಹೊಸ ಬಾಸ್: ಇಸ್ರೇಲ್ ದಾಳಿ ಭೀತಿಗೆ ಇರಾನ್‌ನಲ್ಲಿ ಅಡಗಿರು (80, 340, 413, 385)
appeal-col1: ತುಮಕೂರು, ಅ.30- ಕರ್ನಾಟಕ ಕಾರ್ಯನಿರತ ದಿನಪತ್ರಿಕೆಗಳ ಸಂಪಾದಕರ ಸಂಘ ಜಿಲ್ಲಾ ಘಟಕದ ವತಿಯಿಂದ ಮಂಗಳವಾರ ವಾರ್ತಾ ಮತ್ತು ಸಾರ್ವಜನಿಕ ಸಂಪರ್ಕ ಇಲಾಖೆಯ ಜಿಲ್ಲಾ ಹಿರಿಯ ನಿರ್ದೇಶಕ ಹಿಮಂತರಾಜು ಅವರನ್ನು ಭೇಟಿ ಮಾಡಿ ಗ್ರಾಮ ಪಂಚಾಯತಿ, ತಾಲ್ಲೂಕು ಪಂಚಾಯತಿ, ಪಟ್ಟಣ ಪಂಚಾಯತಿ, ಪುರಸಭೆ, ನಗರಸಭೆ ಸೇರಿದಂತೆ ಸರ್ಕಾರಿ ಇಲಾಖೆಗಳು ಹಾಗೂ ವಿವಿಧ ನಿಗಮ ಮಂಡಳಿಗಳ ಜಾಹೀರಾತುಗಳನ್ನು ವಾರ್ತಾ ಇಲಾಖೆಯ ಮೂಲಕವೇ ಬಿಡುಗಡೆ ಮಾಡಲು ಕ್ರಮ ಕೈಗೊಳ್ಳಬೇಕೆಂದು ಮನವಿ ಸಲ್ಲಿಸಲಾಯಿತು. ಈ ವೇಳೆ ಸಂಘದ ರಾಜ್ಯ ಪ್ರಧಾನ ಕಾರ್ಯದರ್ಶಿ ಟಿ.ಎನ್.ಕೃಷ್ಣಮೂರ್ತಿ ಮಾತನಾಡಿ, ಜಿಲ್ಲೆಯಲ್ಲಿ ಹಲವು ಇಲಾಖೆಗಳು ನೇರವಾಗಿ ಜಾಹೀರಾತು ನೀಡುತ್ತಿರುವುದರಿಂದ ಸಣ್ಣ ಪತ್ರಿಕೆಗಳಿಗೆ ಅನ್ಯಾಯವಾಗುತ್ತಿದೆ ಎಂದರು. (790, 1708, 1014, 2005)
facebook-handle[interactable] (86, 249, 352, 268)
promo-website[interactable]: www.amruthavani- (111, 225, 327, 246)
editor-label: ಸಂಪಾದಕರು: (469, 231, 537, 249)
section-divider (78, 1142, 774, 1144)
issue-number: ಸಂಚಿಕೆ : 108 (195, 302, 279, 320)
coeditor-label: ಸಹ ಸಂಪಾದಕರು: (948, 231, 1041, 249)
price: ಬೆಲೆ : 1.00 ರೂ. (567, 302, 675, 320)
teaser-headline: ಭಾರತದ ಬಾಹ್ಯಾಕಾಶ ವಿಷನ್ 2047 ಕುರಿತ ಮಹತ್ವದ ಹೇಳಿಕೆ: ಇಸ್ರೋ ಮುಖ್ಯಸ್ಥ ಡಾ.ಎಸ್.ಸೋಮನಾಥ್ (797, 340, 1130, 385)
rajyotsava-col1: ತುಮಕೂರು, ಅ.30- ಜಿಲ್ಲಾಡಳಿತದ ವತಿಯಿಂದ ನವೆಂಬರ್ 1ರಂದು ಬೆಳಿಗ್ಗೆ 9 ಗಂಟೆಗೆ ನಗರದ ಮಹಾತ್ಮಗಾಂಧಿ ಕ್ರೀಡಾಂಗಣದಲ್ಲಿ '69ನೇ ಕನ್ನಡ ರಾಜ್ಯೋತ್ಸವ-2024' ಕಾರ್ಯಕ್ರಮವನ್ನು ಹಮ್ಮಿಕೊಳ್ಳಲಾಗಿದೆ. ಗೃಹ ಸಚಿವರು ಹಾಗೂ ಜಿಲ್ಲಾ ಉಸ್ತುವಾರಿ ಸಚಿವ ಡಾ. ಜಿ. ಪರಮೇಶ್ವರ ಅವರು ಬೆಳಿಗ್ಗೆ 9 ಗಂಟೆಗೆ ಧ್ವಜಾರೋಹಣ ನೆರವೇರಿಸಿ ಗೌರವರಕ್ಷೆ ಸ್ವೀಕರಿಸುವರು. ನಗರ ವಿಧಾನಸಭಾ ಕ್ಷೇತ್ರದ (790, 653, 1014, 809)
facebook-handle-text: amruthavani kannada (117, 249, 320, 267)
subscription-currency: ರೂ. (1357, 157, 1410, 180)
reservation-photo (312, 1667, 763, 1861)
teaser-box[interactable] (794, 337, 1132, 512)
issue-info-bar (78, 296, 1493, 323)
nrega-headline: ನರೇಗಾ ಯೋಜನೆಯಡಿ ಗ್ರಾಮೀಣಾಭಿವೃದ್ಧಿ (196, 589, 706, 635)
contact-block (1210, 224, 1519, 291)
